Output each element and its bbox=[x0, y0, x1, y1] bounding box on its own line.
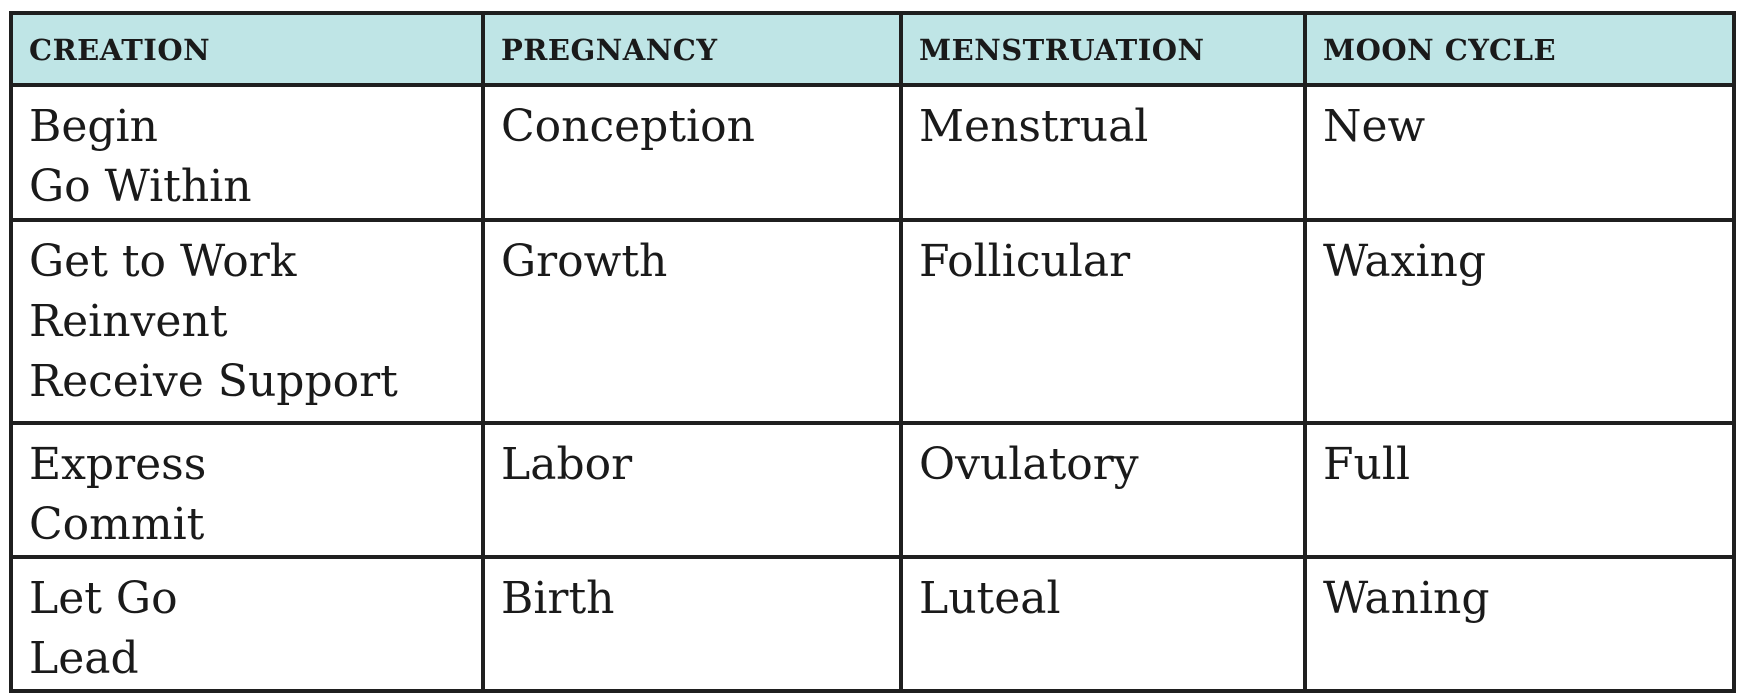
cell-moon-cycle: Waning bbox=[1305, 557, 1734, 691]
header-menstruation: MENSTRUATION bbox=[901, 13, 1305, 85]
cell-creation bbox=[11, 220, 483, 423]
cell-creation bbox=[11, 85, 483, 220]
creation-line: Let Go bbox=[29, 573, 178, 624]
cell-moon-cycle: Full bbox=[1305, 423, 1734, 557]
table-row bbox=[11, 423, 1734, 557]
creation-line: Lead bbox=[29, 633, 139, 684]
creation-line: Commit bbox=[29, 499, 205, 550]
cell-moon-cycle: Waxing bbox=[1305, 220, 1734, 423]
table-row bbox=[11, 85, 1734, 220]
header-pregnancy: PREGNANCY bbox=[483, 13, 901, 85]
header-creation: CREATION bbox=[11, 13, 483, 85]
creation-line: Receive Support bbox=[29, 356, 398, 407]
creation-line: Reinvent bbox=[29, 296, 228, 347]
cell-menstruation: Luteal bbox=[901, 557, 1305, 691]
creation-line: Go Within bbox=[29, 161, 252, 212]
cell-pregnancy: Growth bbox=[483, 220, 901, 423]
cell-menstruation: Ovulatory bbox=[901, 423, 1305, 557]
cell-pregnancy: Birth bbox=[483, 557, 901, 691]
header-row bbox=[11, 13, 1734, 85]
creation-line: Begin bbox=[29, 101, 158, 152]
creation-line: Get to Work bbox=[29, 236, 297, 287]
table-row bbox=[11, 557, 1734, 691]
cell-menstruation: Follicular bbox=[901, 220, 1305, 423]
cell-creation bbox=[11, 557, 483, 691]
cycle-comparison-table bbox=[9, 11, 1736, 693]
table-row bbox=[11, 220, 1734, 423]
header-moon-cycle: MOON CYCLE bbox=[1305, 13, 1734, 85]
cell-moon-cycle: New bbox=[1305, 85, 1734, 220]
cell-pregnancy: Conception bbox=[483, 85, 901, 220]
creation-line: Express bbox=[29, 439, 207, 490]
cell-menstruation: Menstrual bbox=[901, 85, 1305, 220]
cell-creation bbox=[11, 423, 483, 557]
cell-pregnancy: Labor bbox=[483, 423, 901, 557]
